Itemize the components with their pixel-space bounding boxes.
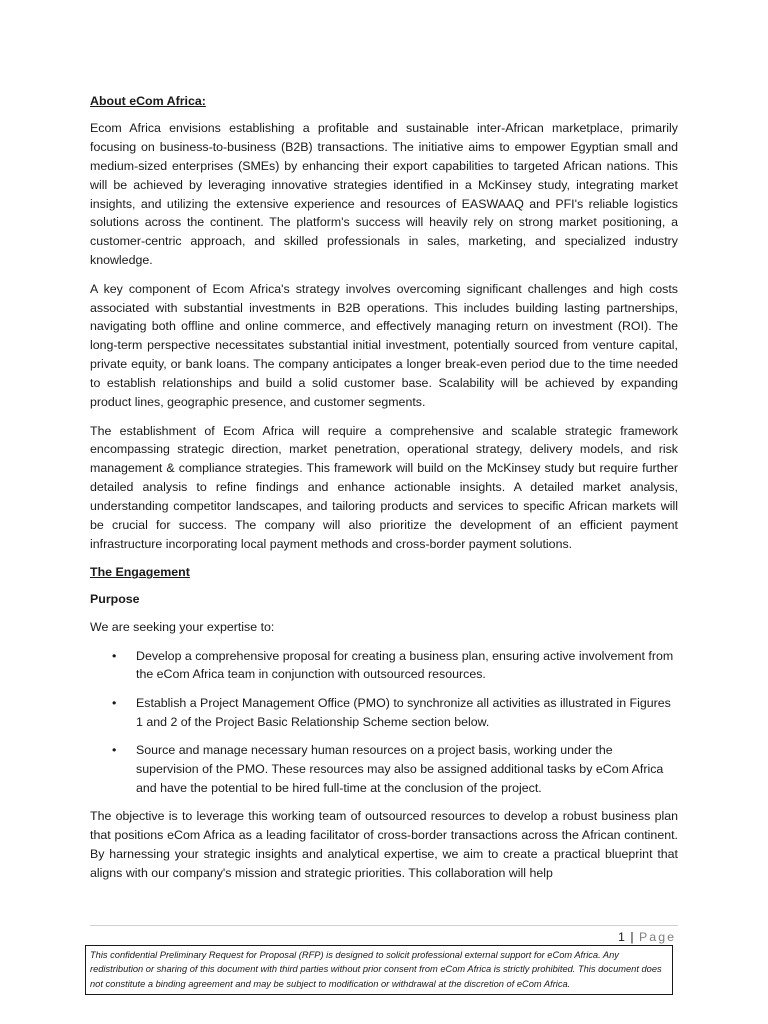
list-item-text: Establish a Project Management Office (PMO) to synchronize all activities as illustrated in Figures 1 and 2 of the Project Basic Relationship Scheme section below. [136, 695, 671, 729]
footer-divider [90, 925, 678, 926]
confidentiality-disclaimer: This confidential Preliminary Request for Proposal (RFP) is designed to solicit professional external support for eCom Africa. Any redistribution or sharing of this document with third parties without prior consent from eCom Africa is strictly prohibited. This document does not constitute a binding agreement and may be subject to modification or withdrawal at the discretion of eCom Africa. [85, 945, 673, 995]
list-item-text: Develop a comprehensive proposal for creating a business plan, ensuring active involvement from the eCom Africa team in conjunction with outsourced resources. [136, 648, 674, 682]
page-number-value: 1 [618, 930, 625, 944]
about-paragraph-2: A key component of Ecom Africa's strategy involves overcoming significant challenges and high costs associated with substantial investments in B2B operations. This includes building lasting partnerships, navigating both offline and online commerce, and effectively managing return on investment (ROI). The long-term perspective necessitates substantial initial investment, potentially sourced from venture capital, private equity, or bank loans. The company anticipates a longer break-even period due to the time needed to establish relationships and build a solid customer base. Scalability will be achieved by expanding product lines, geographic presence, and customer segments. [90, 281, 678, 410]
list-item [90, 694, 678, 732]
bullet-icon: • [112, 648, 117, 663]
engagement-intro: We are seeking your expertise to: [90, 620, 275, 635]
page-label: Page [639, 930, 676, 944]
page-number-separator: | [630, 930, 634, 944]
list-item [90, 741, 678, 798]
bullet-icon: • [112, 743, 117, 758]
page-number [618, 928, 676, 946]
about-paragraph-3: The establishment of Ecom Africa will require a comprehensive and scalable strategic framework encompassing strategic direction, market penetration, operational strategy, delivery models, and risk management & compliance strategies. This framework will build on the McKinsey study but require further detailed analysis to refine findings and enhance actionable insights. A detailed market analysis, understanding competitor landscapes, and tailoring products and services to specific African markets will be crucial for success. The company will also prioritize the development of an efficient payment infrastructure incorporating local payment methods and cross-border payment solutions. [90, 423, 678, 551]
bullet-icon: • [112, 695, 117, 710]
expertise-list [90, 647, 678, 798]
document-page [90, 92, 678, 893]
list-item-text: Source and manage necessary human resources on a project basis, working under the supervision of the PMO. These resources may also be assigned additional tasks by eCom Africa and have the potential to be hired full-time at the conclusion of the project. [136, 743, 664, 795]
list-item [90, 647, 678, 685]
about-paragraph-1: Ecom Africa envisions establishing a profitable and sustainable inter-African marketplace, primarily focusing on business-to-business (B2B) transactions. The initiative aims to empower Egyptian small and medium-sized enterprises (SMEs) by enhancing their export capabilities to targeted African nations. This will be achieved by leveraging innovative strategies identified in a McKinsey study, integrating market insights, and utilizing the extensive experience and resources of EASWAAQ and PFI's reliable logistics solutions across the continent. The platform's success will heavily rely on strong market positioning, a customer-centric approach, and skilled professionals in sales, marketing, and specialized industry knowledge. [90, 120, 678, 268]
engagement-heading: The Engagement [90, 565, 190, 580]
objective-paragraph: The objective is to leverage this working team of outsourced resources to develop a robust business plan that positions eCom Africa as a leading facilitator of cross-border transactions across the African continent. By harnessing your strategic insights and analytical expertise, we aim to create a practical blueprint that aligns with our company's mission and strategic priorities. This collaboration will help [90, 809, 678, 881]
about-heading: About eCom Africa: [90, 94, 206, 108]
purpose-heading: Purpose [90, 592, 140, 607]
